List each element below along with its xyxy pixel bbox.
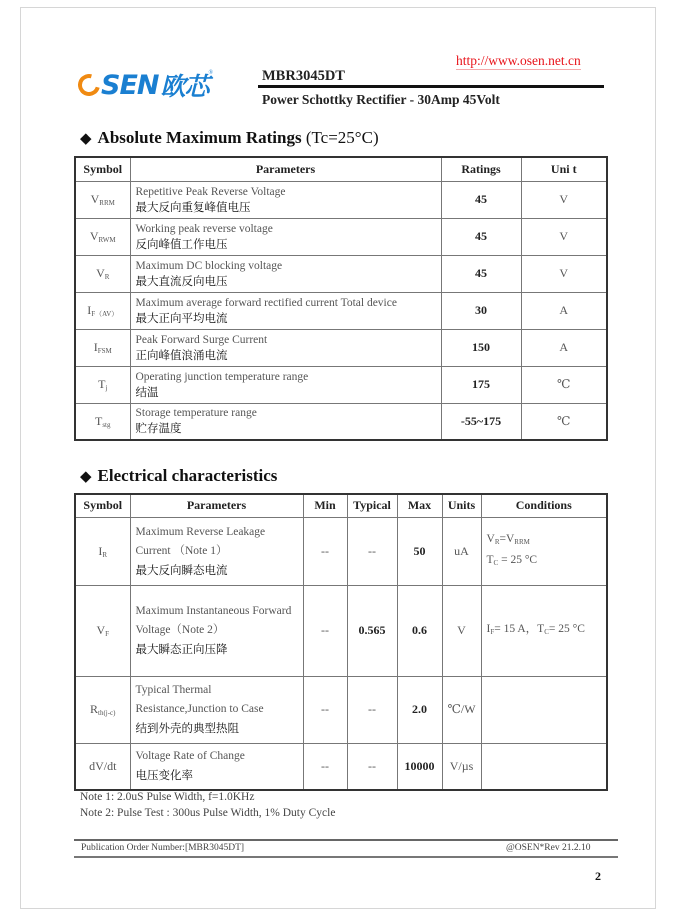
max-cell: 0.6 [397,585,442,676]
registered-mark: ® [208,70,214,76]
condition-line-2 [487,551,607,572]
parameter-cn: 反向峰值工作电压 [135,236,228,251]
min-cell: -- [303,585,347,676]
symbol-subscript: RWM [98,236,116,244]
symbol-subscript: stg [102,420,111,429]
publication-order-number: Publication Order Number:[MBR3045DT] [81,843,245,853]
unit-cell: V [521,218,607,255]
condition-text: = 25 °C [548,623,585,635]
revision-info: @OSEN*Rev 21.2.10 [506,843,591,853]
table-row [75,329,607,366]
parameter-en-line2: Voltage（Note 2） [135,624,225,636]
diamond-bullet-icon: ◆ [80,467,92,485]
unit-cell: ℃ [521,403,607,440]
unit-cell: ℃ [521,366,607,403]
col-header-max: Max [397,494,442,517]
condition-subscript: C [544,628,549,636]
elec-title: Electrical characteristics [97,466,278,485]
table-row [75,218,607,255]
symbol-subscript: th(j-c) [98,709,116,717]
condition-text: = 25 °C [498,554,538,566]
unit-cell: V [521,181,607,218]
col-header-symbol: Symbol [75,157,130,181]
symbol-text: dV/dt [89,758,117,773]
parameter-cn: 最大瞬态正向压降 [135,642,228,656]
col-header-typical: Typical [347,494,397,517]
symbol-cell [75,255,130,292]
electrical-table [74,493,608,791]
elec-heading [80,466,277,486]
symbol-cell [75,585,130,676]
table-row [75,743,607,790]
note-2: Note 2: Pulse Test : 300us Pulse Width, 1% Duty Cycle [80,807,336,819]
col-header-ratings: Ratings [441,157,521,181]
rating-cell: 45 [441,255,521,292]
condition-text: =V [499,533,515,545]
parameter-cell [130,403,441,440]
rating-cell: 175 [441,366,521,403]
parameter-en: Peak Forward Surge Current [135,333,268,346]
table-row [75,676,607,743]
parameter-en: Maximum DC blocking voltage [135,259,283,272]
typical-cell: -- [347,743,397,790]
table-row [75,181,607,218]
symbol-cell [75,366,130,403]
col-header-unit: Uni t [521,157,607,181]
parameter-en-line2: Current （Note 1） [135,544,228,557]
units-cell: V [442,585,481,676]
parameter-cell [130,255,441,292]
typical-cell: -- [347,517,397,585]
parameter-cell [130,218,441,255]
conditions-cell [481,517,607,585]
symbol-cell [75,292,130,329]
rating-cell: 45 [441,181,521,218]
parameter-en-line1: Maximum Reverse Leakage [135,525,266,538]
parameter-en: Repetitive Peak Reverse Voltage [135,185,286,198]
symbol-cell [75,743,130,790]
parameter-cn: 结到外壳的典型热阻 [135,721,239,735]
header-divider [258,85,604,88]
condition-subscript: C [493,559,499,567]
max-cell: 50 [397,517,442,585]
symbol-cell [75,181,130,218]
diamond-bullet-icon: ◆ [80,129,92,147]
symbol-text: T [98,377,106,391]
page-number: 2 [595,869,601,883]
osen-logo [78,68,213,102]
parameter-en: Storage temperature range [135,407,257,420]
table-row [75,255,607,292]
symbol-text: V [96,623,106,637]
min-cell: -- [303,517,347,585]
footer-divider-bottom [74,856,618,858]
abs-max-table [74,156,608,441]
symbol-cell [75,329,130,366]
logo-swirl-icon [74,70,104,100]
parameter-cn: 最大直流反向电压 [135,273,228,288]
conditions-cell [481,585,607,676]
website-link[interactable]: http://www.osen.net.cn [456,53,581,68]
note-1: Note 1: 2.0uS Pulse Width, f=1.0KHz [80,791,255,803]
parameter-cn: 最大反向瞬态电流 [135,562,228,577]
parameter-cn: 贮存温度 [135,421,182,436]
min-cell: -- [303,676,347,743]
col-header-conditions: Conditions [481,494,607,517]
parameter-en-line1: Voltage Rate of Change [135,750,245,763]
symbol-text: V [89,229,99,243]
symbol-text: R [89,702,98,716]
product-subtitle: Power Schottky Rectifier - 30Amp 45Volt [262,92,500,107]
unit-cell: A [521,329,607,366]
condition-symbol: T [486,554,494,566]
rating-cell: 45 [441,218,521,255]
symbol-cell [75,517,130,585]
symbol-text: I [93,340,98,354]
parameter-cell [130,181,441,218]
parameter-cell [130,585,303,676]
table-header-row [75,494,607,517]
col-header-parameters: Parameters [130,157,441,181]
col-header-min: Min [303,494,347,517]
table-row [75,366,607,403]
parameter-cell [130,366,441,403]
parameter-en-line1: Typical Thermal [135,684,212,696]
parameter-en-line1: Maximum Instantaneous Forward [135,605,292,617]
symbol-text: V [96,266,105,280]
symbol-cell [75,676,130,743]
parameter-cell [130,329,441,366]
condition-text: = 15 A，T [494,623,545,635]
symbol-subscript: FSM [97,347,112,355]
parameter-cn: 结温 [135,384,159,399]
col-header-symbol: Symbol [75,494,130,517]
parameter-cell [130,517,303,585]
table-header-row [75,157,607,181]
col-header-parameters: Parameters [130,494,303,517]
rating-cell: -55~175 [441,403,521,440]
condition-subscript: R [494,538,500,546]
abs-max-heading [80,128,379,148]
typical-cell: -- [347,676,397,743]
condition-subscript: F [490,628,495,636]
unit-cell: A [521,292,607,329]
max-cell: 10000 [397,743,442,790]
parameter-cn: 最大反向重复峰值电压 [135,199,251,214]
symbol-subscript: F [105,630,110,638]
symbol-subscript: R [104,273,110,281]
parameter-en-line2: Resistance,Junction to Case [135,703,264,715]
parameter-en: Operating junction temperature range [135,370,309,383]
parameter-cell [130,743,303,790]
condition-line-1 [487,620,607,641]
symbol-text: V [90,192,100,206]
symbol-text: I [87,302,92,317]
logo-wordmark: SEN [101,69,159,101]
parameter-en: Working peak reverse voltage [135,222,273,235]
table-row [75,403,607,440]
unit-cell: V [521,255,607,292]
footer-divider-top [74,839,618,841]
parameter-cn: 正向峰值浪涌电流 [135,347,228,362]
symbol-subscript: R [102,550,108,559]
symbol-cell [75,218,130,255]
typical-cell: 0.565 [347,585,397,676]
symbol-subscript: F（AV） [91,309,119,318]
logo-chinese: 欧芯 [160,72,209,101]
rating-cell: 30 [441,292,521,329]
condition-line-1 [487,530,607,551]
col-header-units: Units [442,494,481,517]
max-cell: 2.0 [397,676,442,743]
table-row [75,292,607,329]
symbol-text: I [98,543,103,558]
units-cell: uA [442,517,481,585]
parameter-cn: 电压变化率 [135,768,193,783]
parameter-cell [130,292,441,329]
parameter-cn: 最大正向平均电流 [135,310,228,325]
symbol-cell [75,403,130,440]
table-row [75,585,607,676]
condition-symbol: V [486,533,495,545]
conditions-cell [481,743,607,790]
part-number-title: MBR3045DT [262,68,345,84]
rating-cell: 150 [441,329,521,366]
conditions-cell [481,676,607,743]
units-cell: ℃/W [442,676,481,743]
units-cell: V/µs [442,743,481,790]
abs-max-title: Absolute Maximum Ratings [97,128,302,147]
symbol-text: T [94,413,103,428]
min-cell: -- [303,743,347,790]
condition-symbol: I [486,623,491,635]
table-row [75,517,607,585]
abs-max-condition: (Tc=25°C) [305,128,379,147]
parameter-cell [130,676,303,743]
condition-subscript: RRM [514,538,530,546]
symbol-subscript: RRM [99,199,115,207]
parameter-en: Maximum average forward rectified current Total device [135,296,397,309]
symbol-subscript: j [105,384,108,392]
